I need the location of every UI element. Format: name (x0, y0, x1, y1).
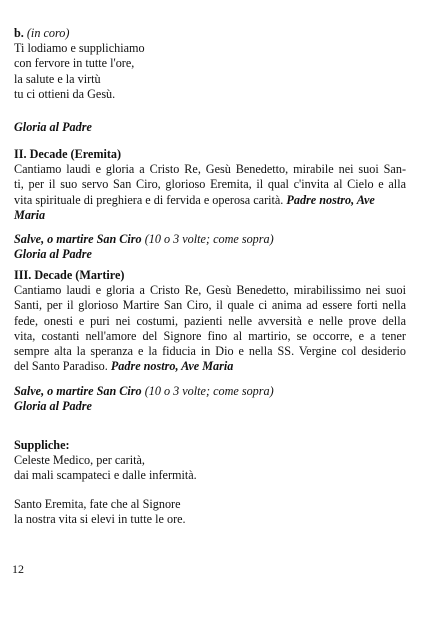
paragraph-line: Cantiamo laudi e gloria a Cristo Re, Gesù Benedetto, mirabile nei suoi San- (14, 162, 406, 177)
supplica-line: Santo Eremita, fate che al Signore (14, 497, 181, 511)
decade-2-heading: II. Decade (Eremita) (14, 147, 122, 161)
salve-note: (10 o 3 volte; come sopra) (144, 232, 274, 246)
paragraph-line: ti, per il suo servo San Ciro, glorioso Eremita, il qual c'invita al Cielo e alla (14, 177, 406, 192)
gloria-al-padre-3: Gloria al Padre (14, 399, 92, 414)
salve-note: (10 o 3 volte; come sopra) (144, 384, 274, 398)
verse-line: tu ci ottieni da Gesù. (14, 86, 116, 101)
gloria-al-padre-1: Gloria al Padre (14, 120, 92, 134)
section-b-label: b. (14, 26, 24, 40)
verse-line: con fervore in tutte l'ore, (14, 56, 135, 71)
supplica-line: dai mali scampateci e dalle infermità. (14, 468, 197, 483)
section-b (14, 26, 406, 102)
decade-3-heading: III. Decade (Martire) (14, 268, 125, 282)
paragraph-line: Cantiamo laudi e gloria a Cristo Re, Gesù Benedetto, mirabilissimo nei suoi (14, 283, 406, 298)
supplica-line: Celeste Medico, per carità, (14, 453, 145, 468)
page-number: 12 (12, 562, 24, 576)
salve-1 (14, 232, 406, 262)
salve-text: Salve, o martire San Ciro (14, 384, 142, 398)
paragraph-line (14, 359, 406, 374)
decade-3-prayer: Padre nostro, Ave Maria (110, 359, 234, 374)
salve-2 (14, 384, 406, 414)
decade-2-line3: vita spirituale di preghiera e di fervida e operosa carità. (14, 192, 284, 207)
salve-text: Salve, o martire San Ciro (14, 232, 142, 246)
section-b-direction: (in coro) (26, 26, 70, 40)
paragraph-line: vita, costanti nell'amore del Signore fino al martirio, se occorre, e a tener (14, 328, 406, 343)
section-b-header (14, 26, 406, 41)
suppliche-stanza-2 (14, 497, 406, 527)
decade-3-last-line: del Santo Paradiso. (14, 359, 108, 374)
paragraph-line: sempre alta la speranza e la fiducia in Dio e nella SS. Vergine col desiderio (14, 344, 406, 359)
verse-line: Ti lodiamo e supplichiamo (14, 41, 145, 56)
decade-2-prayer-end: Maria (14, 207, 46, 222)
suppliche-heading: Suppliche: (14, 438, 70, 452)
paragraph-line: fede, onesti e puri nei costumi, pazienti nelle avversità e nelle prove della (14, 313, 406, 328)
verse-line: la salute e la virtù (14, 71, 101, 86)
gloria-al-padre-2: Gloria al Padre (14, 247, 92, 262)
decade-3 (14, 268, 406, 374)
supplica-line: la nostra vita si elevi in tutte le ore. (14, 512, 186, 527)
paragraph-line (14, 193, 406, 208)
decade-2 (14, 147, 406, 223)
decade-2-prayer: Padre nostro, Ave (286, 192, 375, 207)
suppliche (14, 438, 406, 484)
paragraph-line: Santi, per il glorioso Martire San Ciro, il quale ci anima ad essere forti nella (14, 298, 406, 313)
